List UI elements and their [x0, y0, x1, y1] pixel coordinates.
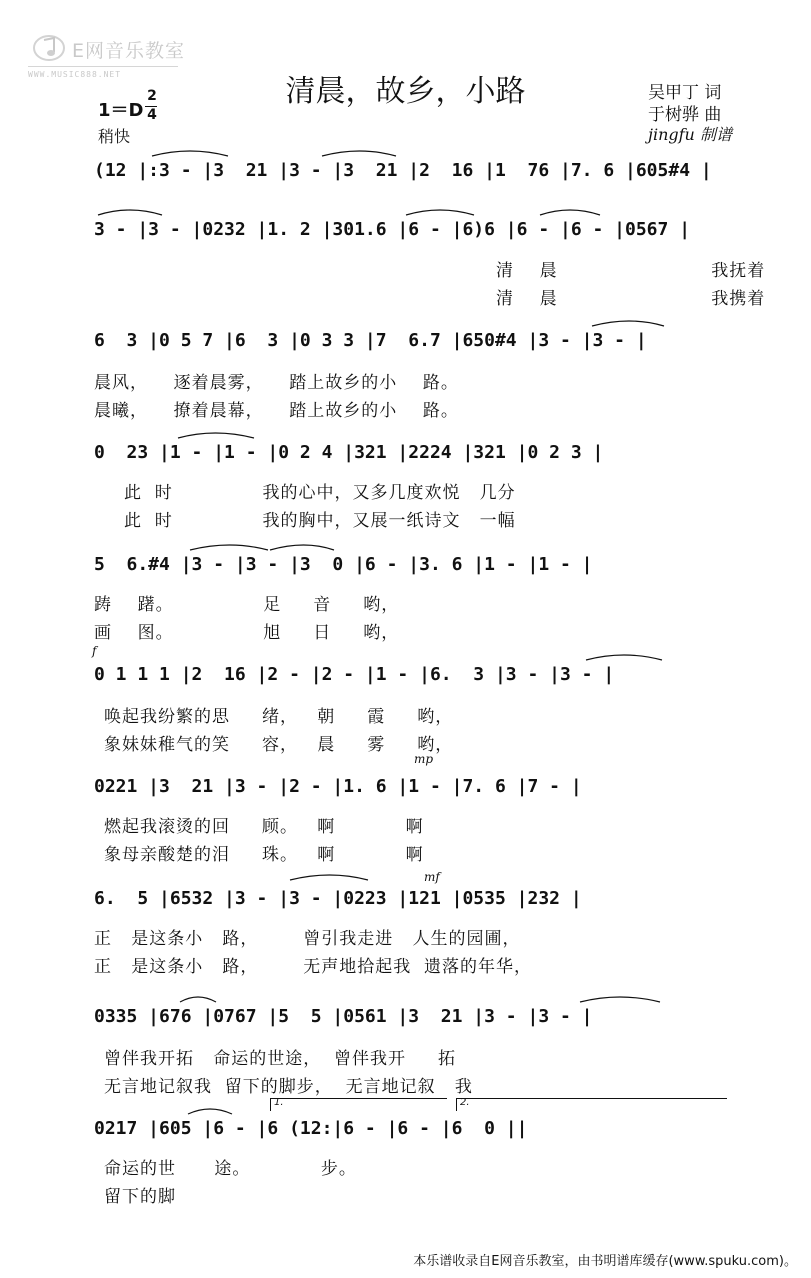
- watermark-url: WWW.MUSIC888.NET: [28, 70, 122, 79]
- dynamic-mezzo-forte: mf: [424, 870, 440, 884]
- tie-arc: [580, 997, 660, 1002]
- tempo-marking: 稍快: [98, 127, 131, 146]
- composer-credit: 于树骅 曲: [648, 105, 722, 125]
- tie-arc: [586, 655, 662, 660]
- system-2-notes: 3 - |3 - |0232 |1. 2 |301.6 |6 - |6)6 |6 - |6 - |0567 |: [94, 219, 691, 240]
- system-9-notes: 0335 |676 |0767 |5 5 |0561 |3 21 |3 - |3 - |: [94, 1006, 593, 1027]
- tie-arc: [178, 433, 254, 438]
- first-ending-label: 1.: [274, 1097, 284, 1108]
- source-footer-note: 本乐谱收录自E网音乐教室，由书明谱库缓存(www.spuku.com)。: [413, 1254, 797, 1269]
- tie-arc: [190, 545, 268, 550]
- tie-arc: [152, 151, 228, 156]
- system-5-lyric-verse-2: 画 图。 旭 日 哟，: [94, 623, 400, 643]
- system-10-lyric-verse-2: 留下的脚: [104, 1187, 176, 1207]
- system-2-lyric-verse-2: 清 晨 我携着: [496, 289, 766, 309]
- system-2-lyric-verse-1: 清 晨 我抚着: [496, 261, 766, 281]
- tie-arc: [592, 321, 664, 326]
- system-7-lyric-verse-2: 象母亲酸楚的泪 珠。 啊 啊: [104, 845, 424, 865]
- time-signature-bottom: 4: [147, 107, 157, 123]
- tie-arc: [180, 997, 216, 1002]
- system-4-notes: 0 23 |1 - |1 - |0 2 4 |321 |2224 |321 |0 2 3 |: [94, 442, 604, 463]
- system-3-lyric-verse-1: 晨风， 逐着晨雾， 踏上故乡的小 路。: [94, 373, 459, 393]
- tie-arc: [188, 1109, 232, 1114]
- system-1-notes: (12 |:3 - |3 21 |3 - |3 21 |2 16 |1 76 |7. 6 |605#4 |: [94, 160, 712, 181]
- dynamic-forte: f: [92, 644, 97, 658]
- key-signature: 1＝D: [98, 100, 144, 121]
- system-5-notes: 5 6.#4 |3 - |3 - |3 0 |6 - |3. 6 |1 - |1 - |: [94, 554, 593, 575]
- system-7-notes: 0221 |3 21 |3 - |2 - |1. 6 |1 - |7. 6 |7 - |: [94, 776, 582, 797]
- system-9-lyric-verse-2: 无言地记叙我 留下的脚步， 无言地记叙 我: [104, 1077, 473, 1097]
- system-8-lyric-verse-1: 正 是这条小 路， 曾引我走进 人生的园圃，: [94, 929, 521, 949]
- system-6-lyric-verse-2: 象妹妹稚气的笑 容， 晨 雾 哟，: [104, 735, 454, 755]
- tie-arc: [270, 545, 334, 550]
- tie-arc: [322, 151, 396, 156]
- system-9-lyric-verse-1: 曾伴我开拓 命运的世途， 曾伴我开 拓: [104, 1049, 457, 1069]
- system-3-notes: 6 3 |0 5 7 |6 3 |0 3 3 |7 6.7 |650#4 |3 - |3 - |: [94, 330, 647, 351]
- system-7-lyric-verse-1: 燃起我滚烫的回 顾。 啊 啊: [104, 817, 424, 837]
- system-5-lyric-verse-1: 踌 躇。 足 音 哟，: [94, 595, 400, 615]
- time-signature-top: 2: [147, 88, 157, 104]
- song-title: 清晨，故乡，小路: [285, 74, 526, 109]
- watermark-brand: E网音乐教室: [72, 40, 186, 62]
- system-4-lyric-verse-1: 此 时 我的心中，又多几度欢悦 几分: [124, 483, 516, 503]
- tie-arc: [98, 210, 162, 215]
- tie-arc: [290, 875, 368, 880]
- system-4-lyric-verse-2: 此 时 我的胸中，又展一纸诗文 一幅: [124, 511, 516, 531]
- lyricist-credit: 吴甲丁 词: [648, 83, 722, 103]
- system-6-notes: 0 1 1 1 |2 16 |2 - |2 - |1 - |6. 3 |3 - |3 - |: [94, 664, 615, 685]
- system-10-notes: 0217 |605 |6 - |6 (12:|6 - |6 - |6 0 ||: [94, 1118, 528, 1139]
- second-ending-label: 2.: [460, 1097, 470, 1108]
- notation-credit: jingfu 制谱: [648, 125, 732, 144]
- system-8-notes: 6. 5 |6532 |3 - |3 - |0223 |121 |0535 |232 |: [94, 888, 582, 909]
- system-3-lyric-verse-2: 晨曦， 撩着晨幕， 踏上故乡的小 路。: [94, 401, 459, 421]
- system-6-lyric-verse-1: 唤起我纷繁的思 绪， 朝 霞 哟，: [104, 707, 454, 727]
- dynamic-mezzo-piano: mp: [414, 752, 434, 766]
- system-10-lyric-verse-1: 命运的世 途。 步。: [104, 1159, 357, 1179]
- system-8-lyric-verse-2: 正 是这条小 路， 无声地拾起我 遗落的年华，: [94, 957, 533, 977]
- tie-arc: [406, 210, 474, 215]
- tie-arc: [540, 210, 600, 215]
